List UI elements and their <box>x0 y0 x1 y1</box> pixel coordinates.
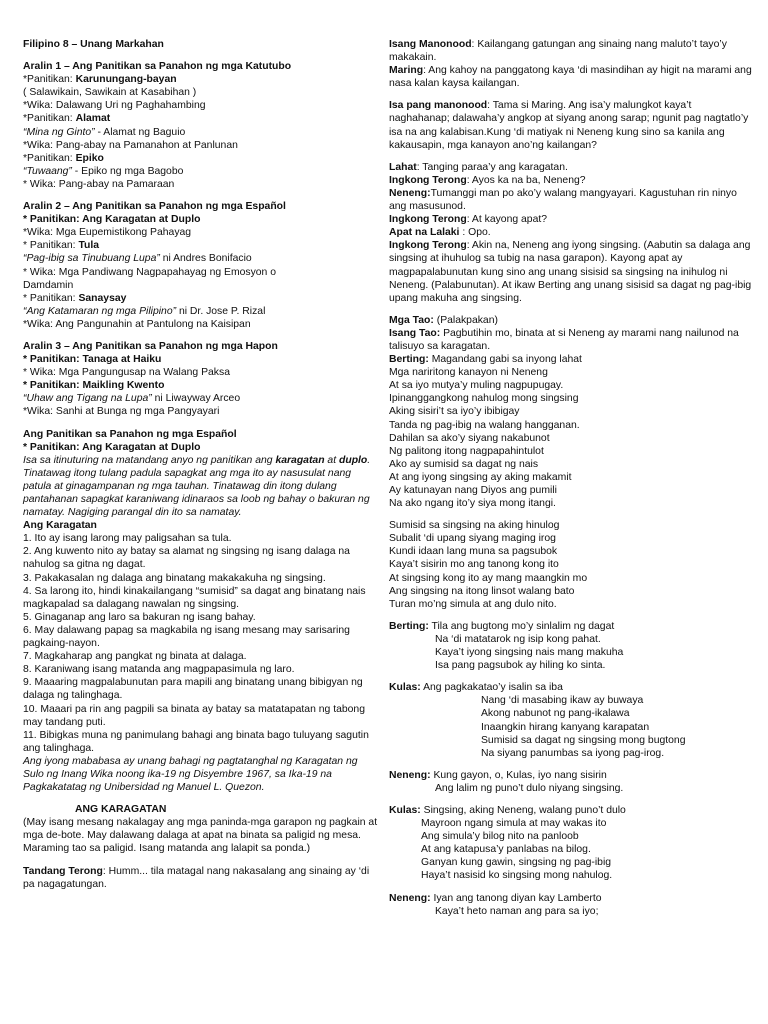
list-item: “Tuwaang” - Epiko ng mga Bagobo <box>23 165 184 177</box>
list-item: 3. Pakakasalan ng dalaga ang binatang makakakuha ng singsing. <box>23 572 326 584</box>
list-item: *Panitikan: Alamat <box>23 113 111 125</box>
verse-line: Ang lalim ng puno’t dulo niyang singsing. <box>435 782 624 794</box>
verse-berting-1 <box>389 353 753 510</box>
dialogue-line: Isang Tao: Pagbutihin mo, binata at si Neneng ay marami nang nailunod na talisuyo sa karagatan. <box>389 327 739 352</box>
list-item: *Panitikan: Epiko <box>23 152 104 164</box>
dialogue-line: Maring: Ang kahoy na panggatong kaya ‘di masindihan ay higit na marami ang nasa kalan kaysa kailangan. <box>389 65 752 90</box>
list-item: “Pag-ibig sa Tinubuang Lupa” ni Andres Bonifacio <box>23 253 252 265</box>
verse-berting-2 <box>389 620 753 672</box>
speaker-name: Neneng: <box>389 769 431 781</box>
speaker-name: Maring <box>389 65 424 77</box>
aralin-1-title: Aralin 1 – Ang Panitikan sa Panahon ng mga Katutubo <box>23 61 292 73</box>
speaker-name: Neneng: <box>389 187 431 199</box>
verse-line: At sa iyo mutya’y muling nagpupugay. <box>389 380 564 392</box>
verse-line: Neneng: Iyan ang tanong diyan kay Lamberto <box>389 892 602 904</box>
verse-line: At ang katapusa’y panlabas na bilog. <box>421 844 591 856</box>
list-item: 10. Maaari pa rin ang pagpili sa binata ay batay sa matatapatan ng tabong may tandang puti. <box>23 703 365 728</box>
list-item: *Wika: Mga Eupemistikong Pahayag <box>23 227 192 239</box>
list-item: * Wika: Pang-abay na Pamaraan <box>23 178 175 190</box>
list-item: “Ang Katamaran ng mga Pilipino” ni Dr. Jose P. Rizal <box>23 305 266 317</box>
verse-neneng-2 <box>389 892 753 918</box>
verse-line: Ng palitong itong nagpapahintulot <box>389 445 544 457</box>
verse-line: Subalit ‘di upang siyang maging irog <box>389 533 556 545</box>
verse-line: Berting: Tila ang bugtong mo’y sinlalim ng dagat <box>389 620 615 632</box>
list-item: * Panitikan: Tula <box>23 240 100 252</box>
speaker-name: Kulas: <box>389 682 421 694</box>
verse-line: Na ako ngang ito’y siya mong itangi. <box>389 498 556 510</box>
dialogue-line: Lahat: Tanging paraa’y ang karagatan. <box>389 161 568 173</box>
karagatan-section <box>23 519 378 794</box>
verse-line: Kaya’t sisirin mo ang tanong kong ito <box>389 559 559 571</box>
verse-line: Turan mo’ng simula at ang dulo nito. <box>389 598 557 610</box>
verse-line: Kulas: Ang pagkakatao’y isalin sa iba <box>389 682 563 694</box>
dialogue-line: Mga Tao: (Palakpakan) <box>389 314 498 326</box>
verse-line: Neneng: Kung gayon, o, Kulas, iyo nang sisirin <box>389 769 607 781</box>
speaker-name: Isa pang manonood <box>389 100 488 112</box>
aralin-3-section <box>23 340 378 419</box>
verse-line: Tanda ng pag-ibig na walang hangganan. <box>389 419 580 431</box>
dialogue-line: Isang Manonood: Kailangang gatungan ang sinaing nang maluto’t tayo’y makakain. <box>389 39 727 64</box>
document-header: Filipino 8 – Unang Markahan <box>23 39 164 50</box>
list-item: *Panitikan: Karunungang-bayan <box>23 74 177 86</box>
dialogue-line: Tandang Terong: Humm... tila matagal nang nakasalang ang sinaing ay ‘di pa nagagatungan. <box>23 865 370 890</box>
right-column <box>389 38 753 918</box>
stage-directions: (May isang mesang nakalagay ang mga paninda-mga garapon ng pagkain at mga de-bote. May dalawang dalaga at apat na binata sa paligid ng mesa. Maraming tao sa paligid. Isang matanda ang lalapit sa ponda.) <box>23 817 378 855</box>
aralin-3-title: Aralin 3 – Ang Panitikan sa Panahon ng mga Hapon <box>23 340 278 352</box>
list-item: * Panitikan: Ang Karagatan at Duplo <box>23 214 201 226</box>
play-section <box>23 803 378 891</box>
verse-line: Mga nariritong kanayon ni Neneng <box>389 367 548 379</box>
speaker-name: Kulas: <box>389 804 421 816</box>
dialogue-line: Isa pang manonood: Tama si Maring. Ang isa’y malungkot kaya’t naghahanap; dalawaha’y angkop at siyang anong sarap; ngunit pag nagtatlo’y isa na ang kalabisan.Kung ‘di matiyak ni Neneng kung sino sa kanila ang kakausapin, mga kanayon ano’ng kailangan? <box>389 100 749 151</box>
list-item: 6. May dalawang papag sa magkabila ng isang mesang may sarisaring pagkaing-nayon. <box>23 624 350 650</box>
verse-line: Mayroon ngang simula at may wakas ito <box>421 818 607 830</box>
play-title: ANG KARAGATAN <box>75 804 167 816</box>
verse-kulas-2 <box>389 804 753 883</box>
verse-line: Ipinanggangkong nahulog mong singsing <box>389 393 579 405</box>
verse-line: Ay katunayan nang Diyos ang pumili <box>389 485 557 496</box>
verse-line: Inaangkin hirang kanyang karapatan <box>481 721 650 733</box>
list-item: “Uhaw ang Tigang na Lupa” ni Liwayway Arceo <box>23 393 241 405</box>
verse-line: Berting: Magandang gabi sa inyong lahat <box>389 354 582 366</box>
list-item: * Panitikan: Tanaga at Haiku <box>23 354 162 366</box>
verse-stanza-2 <box>389 519 753 611</box>
list-item: 9. Maaaring magpalabunutan para mapili ang binatang unang bibigyan ng dalaga ng talinghaga. <box>23 677 363 702</box>
list-item: * Wika: Mga Pangungusap na Walang Paksa <box>23 367 230 379</box>
list-item: *Wika: Sanhi at Bunga ng mga Pangyayari <box>23 406 220 418</box>
verse-line: Haya’t nasisid ko singsing mong nahulog. <box>421 870 613 882</box>
speaker-name: Berting: <box>389 354 429 366</box>
speaker-name: Isang Tao: <box>389 327 441 339</box>
aralin-2-section <box>23 200 378 331</box>
speaker-name: Lahat <box>389 161 417 173</box>
list-item: 7. Magkaharap ang pangkat ng binata at dalaga. <box>23 651 247 663</box>
verse-line: At singsing kong ito ay mang maangkin mo <box>389 572 588 584</box>
list-item: “Mina ng Ginto” - Alamat ng Baguio <box>23 126 186 138</box>
verse-line: Ako ay sumisid sa dagat ng nais <box>389 458 539 470</box>
speaker-name: Apat na Lalaki <box>389 227 460 239</box>
verse-line: Kulas: Singsing, aking Neneng, walang puno’t dulo <box>389 804 626 816</box>
dialogue-line: Neneng:Tumanggi man po ako’y walang mangyayari. Kagustuhan rin ninyo ang masusunod. <box>389 187 737 213</box>
verse-line: At ang iyong singsing ay aking makamit <box>389 471 572 483</box>
list-item: ( Salawikain, Sawikain at Kasabihan ) <box>23 87 197 99</box>
verse-line: Ganyan kung gawin, singsing ng pag-ibig <box>421 857 612 869</box>
list-item: * Panitikan: Maikling Kwento <box>23 380 165 392</box>
dialogue-line: Ingkong Terong: Ayos ka na ba, Neneng? <box>389 174 586 186</box>
list-item: 8. Karaniwang isang matanda ang magpapasimula ng laro. <box>23 664 295 676</box>
list-item: *Wika: Ang Pangunahin at Pantulong na Kaisipan <box>23 318 251 330</box>
speaker-name: Ingkong Terong <box>389 214 467 226</box>
verse-line: Kaya’t iyong singsing nais mang makuha <box>435 647 624 659</box>
verse-neneng-1 <box>389 769 753 795</box>
speaker-name: Tandang Terong <box>23 865 103 877</box>
list-item: 1. Ito ay isang larong may paligsahan sa tula. <box>23 533 232 545</box>
verse-line: Na siyang panumbas sa iyong pag-irog. <box>481 747 665 759</box>
left-column <box>23 38 378 891</box>
verse-line: Aking sisiri’t sa iyo’y ibibigay <box>389 406 520 418</box>
speaker-name: Isang Manonood <box>389 39 472 50</box>
list-item: *Wika: Pang-abay na Pamanahon at Panlunan <box>23 139 238 151</box>
section-subtitle: * Panitikan: Ang Karagatan at Duplo <box>23 441 201 453</box>
karagatan-heading: Ang Karagatan <box>23 520 97 532</box>
speaker-name: Berting: <box>389 620 429 632</box>
list-item: * Wika: Mga Pandiwang Nagpapahayag ng Emosyon o <box>23 266 276 278</box>
speaker-name: Ingkong Terong <box>389 174 467 186</box>
aralin-1-section <box>23 60 378 191</box>
speaker-name: Mga Tao: <box>389 314 434 326</box>
speaker-name: Neneng: <box>389 892 431 904</box>
verse-line: Ang simula’y bilog nito na panloob <box>421 831 579 843</box>
verse-line: Kundi idaan lang muna sa pagsubok <box>389 546 558 558</box>
list-item: 11. Bibigkas muna ng panimulang bahagi ang binata bago tuluyang sagutin ang talinghaga. <box>23 729 369 754</box>
verse-line: Nang ‘di masabing ikaw ay buwaya <box>481 695 644 707</box>
verse-line: Dahilan sa ako’y siyang nakabunot <box>389 432 550 444</box>
aralin-2-title: Aralin 2 – Ang Panitikan sa Panahon ng mga Español <box>23 201 286 213</box>
verse-line: Isa pang pagsubok ay hiling ko sinta. <box>435 660 606 672</box>
verse-line: Akong nabunot ng pang-ikalawa <box>481 708 630 720</box>
karagatan-note: Ang iyong mababasa ay unang bahagi ng pagtatanghal ng Karagatan ng Sulo ng Inang Wika noong ika-19 ng Disyembre 1967, sa Ika-19 na Pagkakatatag ng Unibersidad ng Manuel L. Quezon. <box>23 755 358 794</box>
verse-kulas-1 <box>389 681 753 760</box>
dialogue-line: Apat na Lalaki : Opo. <box>389 227 491 239</box>
list-item: 5. Ginaganap ang laro sa bakuran ng isang bahay. <box>23 611 256 623</box>
section-title: Ang Panitikan sa Panahon ng mga Español <box>23 428 237 440</box>
list-item: Damdamin <box>23 279 74 291</box>
verse-line: Na ‘di matatarok ng isip kong pahat. <box>435 633 601 645</box>
espanol-section <box>23 428 378 520</box>
verse-line: Kaya’t heto naman ang para sa iyo; <box>435 905 599 917</box>
list-item: *Wika: Dalawang Uri ng Paghahambing <box>23 100 206 112</box>
verse-line: Sumisid sa singsing na aking hinulog <box>389 520 560 532</box>
list-item: 2. Ang kuwento nito ay batay sa alamat ng singsing ng isang dalaga na nahulog sa gitna ng dagat. <box>23 546 350 571</box>
dialogue-line: Ingkong Terong: At kayong apat? <box>389 214 548 226</box>
dialogue-line: Ingkong Terong: Akin na, Neneng ang iyong singsing. (Aabutin sa dalaga ang singsing at ihuhulog sa tubig na nasa garapon). Kayong apat ay magpapalabunutan kung sino ang unang sisisid sa singsing na inihulog ni Neneng. (Palabunutan). At ikaw Berting ang unang sisisid sa dagat ng pag-ibig upang makuha ang singsing. <box>389 240 752 304</box>
verse-line: Ang singsing na itong linsot walang bato <box>389 585 575 597</box>
verse-line: Sumisid sa dagat ng singsing mong bugtong <box>481 734 686 746</box>
intro-paragraph: Isa sa itinuturing na matandang anyo ng panitikan ang karagatan at duplo. Tinatawag itong tulang padula sapagkat ang mga ito ay nasusulat nang patula at ginagampanan ng mga tauhan. Tinatawag din itong dulang pantahanan sapagkat karaniwang idinaraos sa loob ng bahay o bakuran ng namatay. Nagiging parangal din ito sa namatay. <box>23 454 371 519</box>
list-item: 4. Sa larong ito, hindi kinakailangang “sumisid” sa dagat ang binatang nais magkapalad sa dalagang nawalan ng singsing. <box>23 585 366 610</box>
speaker-name: Ingkong Terong <box>389 240 467 252</box>
list-item: * Panitikan: Sanaysay <box>23 292 127 304</box>
